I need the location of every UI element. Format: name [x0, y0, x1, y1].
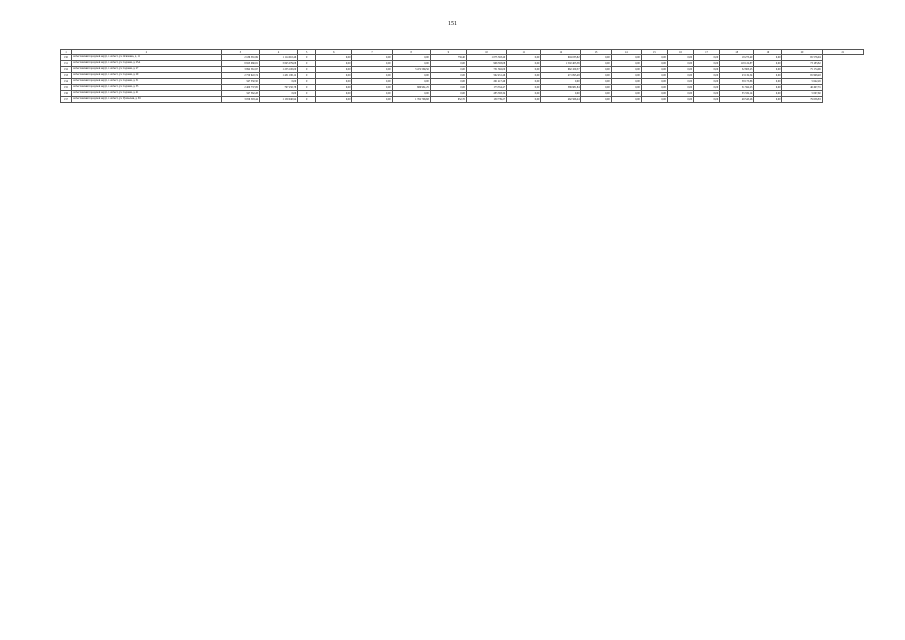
cell-value: 0,00	[392, 91, 430, 97]
cell-value: 0,00	[392, 73, 430, 79]
row-number: 153	[61, 73, 72, 79]
column-header: 3	[221, 50, 259, 55]
cell-value: 0,00	[641, 97, 667, 103]
cell-value: 0,00	[352, 55, 392, 61]
cell-value: 65 576,94	[782, 55, 822, 61]
page-number: 151	[448, 21, 457, 27]
cell-value: 462 566,24	[541, 97, 581, 103]
row-number: 154	[61, 79, 72, 85]
cell-value: 261 417,49	[466, 79, 506, 85]
cell-value: 3 845 079,08	[259, 61, 297, 67]
cell-value: 0,00	[694, 79, 720, 85]
column-header: 1	[61, 50, 72, 55]
cell-value: 471 095,48	[541, 73, 581, 79]
column-header: 12	[541, 50, 581, 55]
cell-value: 0,00	[259, 79, 297, 85]
cell-value: 0,00	[694, 67, 720, 73]
column-header: 19	[754, 50, 782, 55]
cell-value: 0,00	[754, 97, 782, 103]
cell-value: 0,00	[581, 73, 611, 79]
cell-value: 65 998,48	[782, 73, 822, 79]
column-header: 14	[611, 50, 641, 55]
cell-value: 0,00	[316, 67, 352, 73]
row-address: Асбестовский городской округ, г. Асбест, ул. Садовая, д. 41	[72, 91, 222, 97]
cell-value: 18 275,40	[720, 55, 754, 61]
cell-value: 0	[298, 73, 316, 79]
cell-value: 0,00	[667, 67, 693, 73]
column-header: 16	[667, 50, 693, 55]
cell-value: 0,00	[694, 73, 720, 79]
cell-value: 0,00	[352, 91, 392, 97]
column-header: 18	[720, 50, 754, 55]
cell-value: 0,00	[352, 79, 392, 85]
cell-value: 0,00	[754, 85, 782, 91]
cell-value: 0	[298, 91, 316, 97]
cell-value: 0,00	[611, 67, 641, 73]
cell-value: 1 431 180,12	[259, 73, 297, 79]
cell-value: 1 159 940,94	[259, 97, 297, 103]
cell-value: 0,00	[641, 55, 667, 61]
cell-value: 1 255 100,00	[259, 67, 297, 73]
cell-value: 0,00	[352, 61, 392, 67]
cell-value: 0,00	[611, 55, 641, 61]
cell-value: 0,00	[667, 61, 693, 67]
cell-value: 0,00	[667, 91, 693, 97]
cell-value: 0	[298, 85, 316, 91]
cell-value: 0,00	[611, 73, 641, 79]
column-header: 15	[641, 50, 667, 55]
table-row	[61, 97, 864, 103]
cell-value: 46 497,55	[782, 85, 822, 91]
cell-value: 0,00	[641, 73, 667, 79]
cell-value: 0,00	[352, 97, 392, 103]
cell-value: 0,00	[507, 55, 541, 61]
cell-value: 23 132,54	[720, 73, 754, 79]
row-number: 157	[61, 97, 72, 103]
data-table	[60, 49, 864, 103]
cell-value: 0,00	[581, 91, 611, 97]
cell-value: 0,00	[754, 79, 782, 85]
cell-value: 0,00	[754, 91, 782, 97]
cell-value: 0,00	[392, 61, 430, 67]
cell-value: 0,00	[754, 61, 782, 67]
column-header: 13	[581, 50, 611, 55]
row-address: Асбестовский городской округ, г. Асбест, ул. Осипенко, д. 11	[72, 55, 222, 61]
cell-value: 0,00	[316, 61, 352, 67]
cell-value: 5 067,60	[782, 91, 822, 97]
cell-value: 79 656,83	[782, 97, 822, 103]
cell-value: 5 642,26	[782, 79, 822, 85]
cell-value: 347 350,50	[221, 79, 259, 85]
cell-value: 0,00	[641, 91, 667, 97]
cell-value: 0,00	[316, 55, 352, 61]
cell-value: 0,00	[430, 79, 466, 85]
cell-value: 3 992 561,97	[221, 67, 259, 73]
cell-value: 759,40	[430, 55, 466, 61]
cell-value: 0,00	[352, 85, 392, 91]
cell-value: 118 122,87	[720, 61, 754, 67]
cell-value: 0,00	[541, 79, 581, 85]
cell-value: 173 354,47	[466, 85, 506, 91]
column-header: 17	[694, 50, 720, 55]
cell-value: 797 250,78	[259, 85, 297, 91]
cell-value: 0,00	[430, 67, 466, 73]
column-header: 21	[822, 50, 863, 55]
row-number: 155	[61, 85, 72, 91]
cell-value: 0,00	[541, 91, 581, 97]
row-number: 151	[61, 61, 72, 67]
cell-value: 0,00	[694, 55, 720, 61]
column-header: 20	[782, 50, 822, 55]
cell-value: 0,00	[641, 79, 667, 85]
cell-value: 0,00	[581, 79, 611, 85]
cell-value: 58 175,86	[720, 79, 754, 85]
cell-value: 0,00	[754, 73, 782, 79]
cell-value: 0,00	[430, 73, 466, 79]
cell-value: 3 472 566,56	[392, 67, 430, 73]
row-number: 152	[61, 67, 72, 73]
cell-value: 347 362,28	[221, 91, 259, 97]
cell-value: 0,00	[507, 73, 541, 79]
cell-value: 0,00	[392, 55, 430, 61]
cell-value: 0,00	[430, 85, 466, 91]
cell-value: 0,00	[581, 67, 611, 73]
cell-value: 0,00	[667, 85, 693, 91]
cell-value: 0,00	[667, 73, 693, 79]
cell-value: 1 114 910,46	[259, 55, 297, 61]
row-number: 156	[61, 91, 72, 97]
row-address: Асбестовский городской округ, г. Асбест, ул. Уральская, д. 63	[72, 97, 222, 103]
cell-value: 0,00	[507, 67, 541, 73]
cell-value: 8 823 066,81	[221, 61, 259, 67]
cell-value: 1 502 403,58	[541, 61, 581, 67]
cell-value: 32 803,25	[720, 67, 754, 73]
column-header: 6	[316, 50, 352, 55]
cell-value: 0,00	[754, 67, 782, 73]
cell-value: 0,00	[507, 85, 541, 91]
cell-value: 0,00	[507, 61, 541, 67]
column-header: 11	[507, 50, 541, 55]
cell-value: 0	[298, 61, 316, 67]
cell-value: 731 362,00	[466, 67, 506, 73]
cell-value: 0	[298, 97, 316, 103]
cell-value: 73 183,82	[782, 61, 822, 67]
row-address: Асбестовский городской округ, г. Асбест, ул. Садовая, д. 31	[72, 79, 222, 85]
cell-value: 0	[298, 55, 316, 61]
cell-value: 0,00	[694, 91, 720, 97]
cell-value: 285 383,34	[466, 91, 506, 97]
cell-value: 0,00	[694, 61, 720, 67]
cell-value: 1 075 593,40	[466, 55, 506, 61]
cell-value: 2 186 381,99	[221, 55, 259, 61]
cell-value: 1 762 796,68	[392, 97, 430, 103]
row-address: Асбестовский городской округ, г. Асбест, ул. Садовая, д. 35	[72, 85, 222, 91]
cell-value: 0,00	[316, 79, 352, 85]
cell-value: 31 592,23	[720, 85, 754, 91]
cell-value: 0,00	[667, 79, 693, 85]
cell-value: 3 056 593,44	[221, 97, 259, 103]
row-address: Асбестовский городской округ, г. Асбест, ул. Садовая, д. 25А	[72, 61, 222, 67]
cell-value: 0,00	[316, 91, 352, 97]
cell-value: 0,00	[611, 61, 641, 67]
row-number: 150	[61, 55, 72, 61]
cell-value: 0,00	[507, 97, 541, 103]
cell-value: 49 545,26	[720, 97, 754, 103]
cell-value: 0,00	[694, 97, 720, 103]
column-header: 4	[259, 50, 297, 55]
column-header: 5	[298, 50, 316, 55]
column-header: 10	[466, 50, 506, 55]
cell-value: 0,00	[430, 91, 466, 97]
cell-value: 0,00	[667, 55, 693, 61]
cell-value: 0,00	[641, 85, 667, 91]
cell-value: 130 739,27	[466, 97, 506, 103]
cell-value: 0,00	[352, 67, 392, 73]
column-header: 7	[352, 50, 392, 55]
cell-value: 0	[298, 79, 316, 85]
cell-value: 0,00	[611, 79, 641, 85]
column-header: 2	[72, 50, 222, 55]
cell-value: 0,00	[392, 79, 430, 85]
cell-value: 35 332,14	[720, 91, 754, 97]
cell-value: 0,00	[641, 61, 667, 67]
cell-value: 0,00	[316, 97, 352, 103]
cell-value: 75 174,96	[782, 67, 822, 73]
cell-value: 0,00	[611, 97, 641, 103]
cell-value: 0,00	[694, 85, 720, 91]
cell-value: 662 109,57	[541, 67, 581, 73]
cell-value: 652,70	[430, 97, 466, 103]
cell-value: 389 981,84	[541, 85, 581, 91]
cell-value: 0,00	[581, 61, 611, 67]
cell-value: 0,00	[641, 67, 667, 73]
cell-value: 0,00	[316, 73, 352, 79]
cell-value: 0,00	[581, 55, 611, 61]
cell-value: 0,00	[754, 55, 782, 61]
cell-value: 0,00	[430, 61, 466, 67]
cell-value: 0,00	[352, 73, 392, 79]
cell-value: 0,00	[611, 91, 641, 97]
cell-value: 0,00	[259, 91, 297, 97]
column-header: 9	[430, 50, 466, 55]
cell-value: 2 400 737,85	[221, 85, 259, 91]
cell-value: 0,00	[507, 91, 541, 97]
cell-value: 0,00	[507, 79, 541, 85]
cell-value: 0,00	[667, 97, 693, 103]
cell-value: 0,00	[316, 85, 352, 91]
cell-value: 0,00	[581, 97, 611, 103]
cell-value: 686 961,25	[392, 85, 430, 91]
cell-value: 604 033,82	[541, 55, 581, 61]
cell-value: 562 451,46	[466, 73, 506, 79]
cell-value: 2 750 922,74	[221, 73, 259, 79]
cell-value: 0,00	[581, 85, 611, 91]
row-address: Асбестовский городской округ, г. Асбест, ул. Садовая, д. 27	[72, 67, 222, 73]
row-address: Асбестовский городской округ, г. Асбест, ул. Садовая, д. 29	[72, 73, 222, 79]
cell-value: 966 583,08	[466, 61, 506, 67]
cell-value: 0	[298, 67, 316, 73]
cell-value: 0,00	[611, 85, 641, 91]
column-header: 8	[392, 50, 430, 55]
